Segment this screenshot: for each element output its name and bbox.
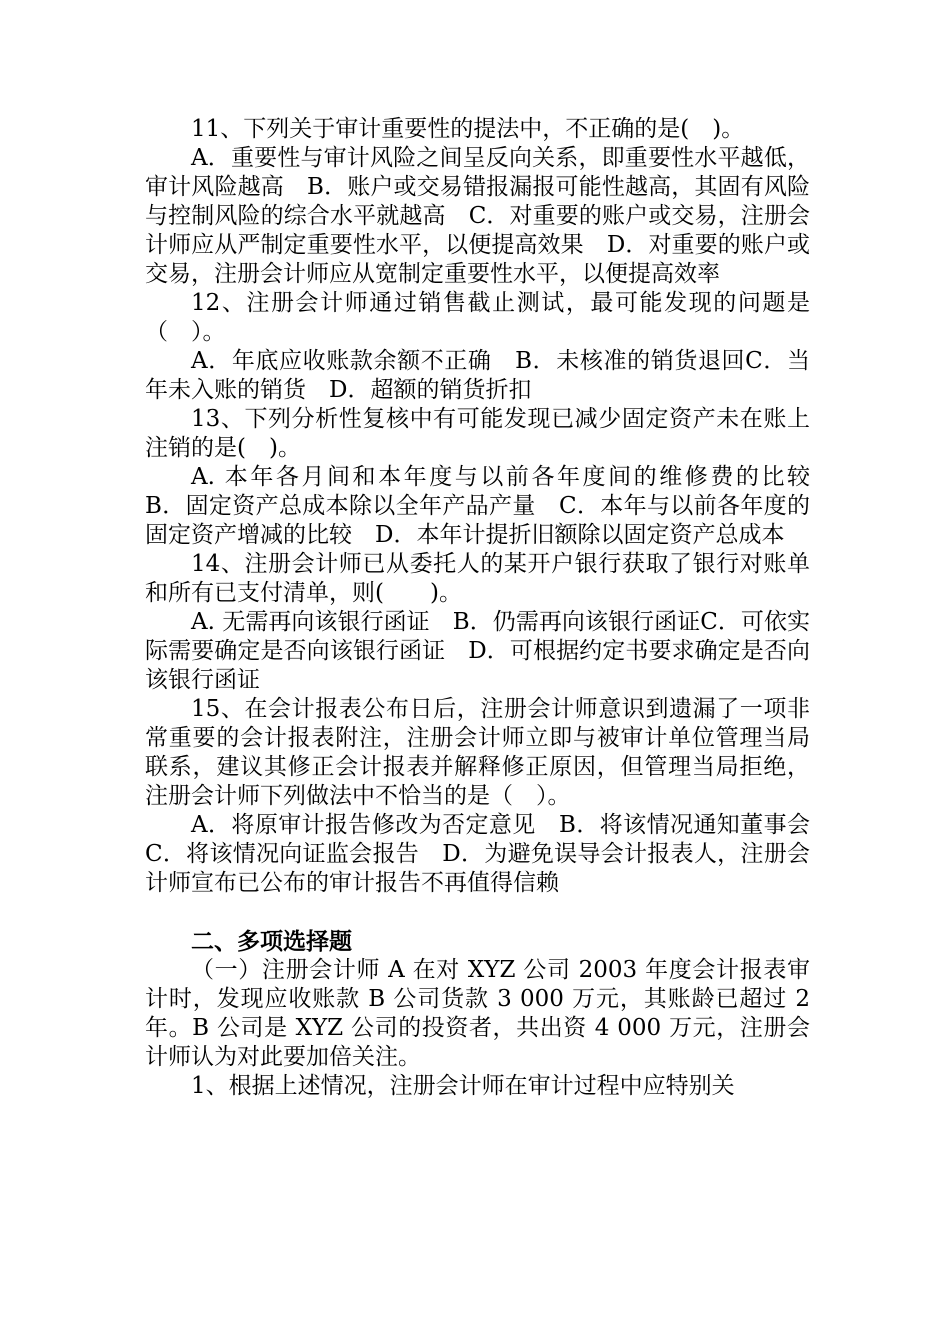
question-12-stem: 12、注册会计师通过销售截止测试，最可能发现的问题是（ ）。 — [145, 290, 810, 345]
question-11-options: A．重要性与审计风险之间呈反向关系，即重要性水平越低，审计风险越高 B．账户或交易错报漏报可能性越高，其固有风险与控制风险的综合水平就越高 C．对重要的账户或交易，注册会计师应从严制定重要性水平，以便提高效果 D．对重要的账户或交易，注册会计师应从宽制定重要性水平，以便提高效率 — [145, 145, 810, 287]
document-page — [145, 115, 833, 1101]
question-12-options: A．年底应收账款余额不正确 B．未核准的销货退回C．当年未入账的销货 D．超额的销货折扣 — [145, 348, 810, 403]
case-question-1: 1、根据上述情况，注册会计师在审计过程中应特别关 — [191, 1073, 735, 1099]
question-15-stem: 15、在会计报表公布日后，注册会计师意识到遗漏了一项非常重要的会计报表附注，注册会计师立即与被审计单位管理当局联系，建议其修正会计报表并解释修正原因，但管理当局拒绝，注册会计师下列做法中不恰当的是（ ）。 — [145, 696, 810, 809]
question-13-stem: 13、下列分析性复核中有可能发现已减少固定资产未在账上注销的是( )。 — [145, 406, 810, 461]
section-heading: 二、多项选择题 — [191, 928, 352, 955]
question-14-options: A. 无需再向该银行函证 B．仍需再向该银行函证C．可依实际需要确定是否向该银行函证 D．可根据约定书要求确定是否向该银行函证 — [145, 609, 810, 693]
question-14-stem: 14、注册会计师已从委托人的某开户银行获取了银行对账单和所有已支付清单，则( )。 — [145, 551, 810, 606]
case-intro: （一）注册会计师 A 在对 XYZ 公司 2003 年度会计报表审计时，发现应收账款 B 公司货款 3 000 万元，其账龄已超过 2 年。B 公司是 XYZ 公司的投资者，共出资 4 000 万元，注册会计师认为对此要加倍关注。 — [145, 957, 810, 1070]
question-15-options: A．将原审计报告修改为否定意见 B．将该情况通知董事会 C．将该情况向证监会报告 D．为避免误导会计报表人，注册会计师宣布已公布的审计报告不再值得信赖 — [145, 812, 833, 896]
question-13-options: A. 本年各月间和本年度与以前各年度间的维修费的比较 B．固定资产总成本除以全年产品产量 C．本年与以前各年度的固定资产增减的比较 D．本年计提折旧额除以固定资产总成本 — [145, 464, 833, 548]
question-11-stem: 11、下列关于审计重要性的提法中，不正确的是( )。 — [191, 116, 745, 142]
